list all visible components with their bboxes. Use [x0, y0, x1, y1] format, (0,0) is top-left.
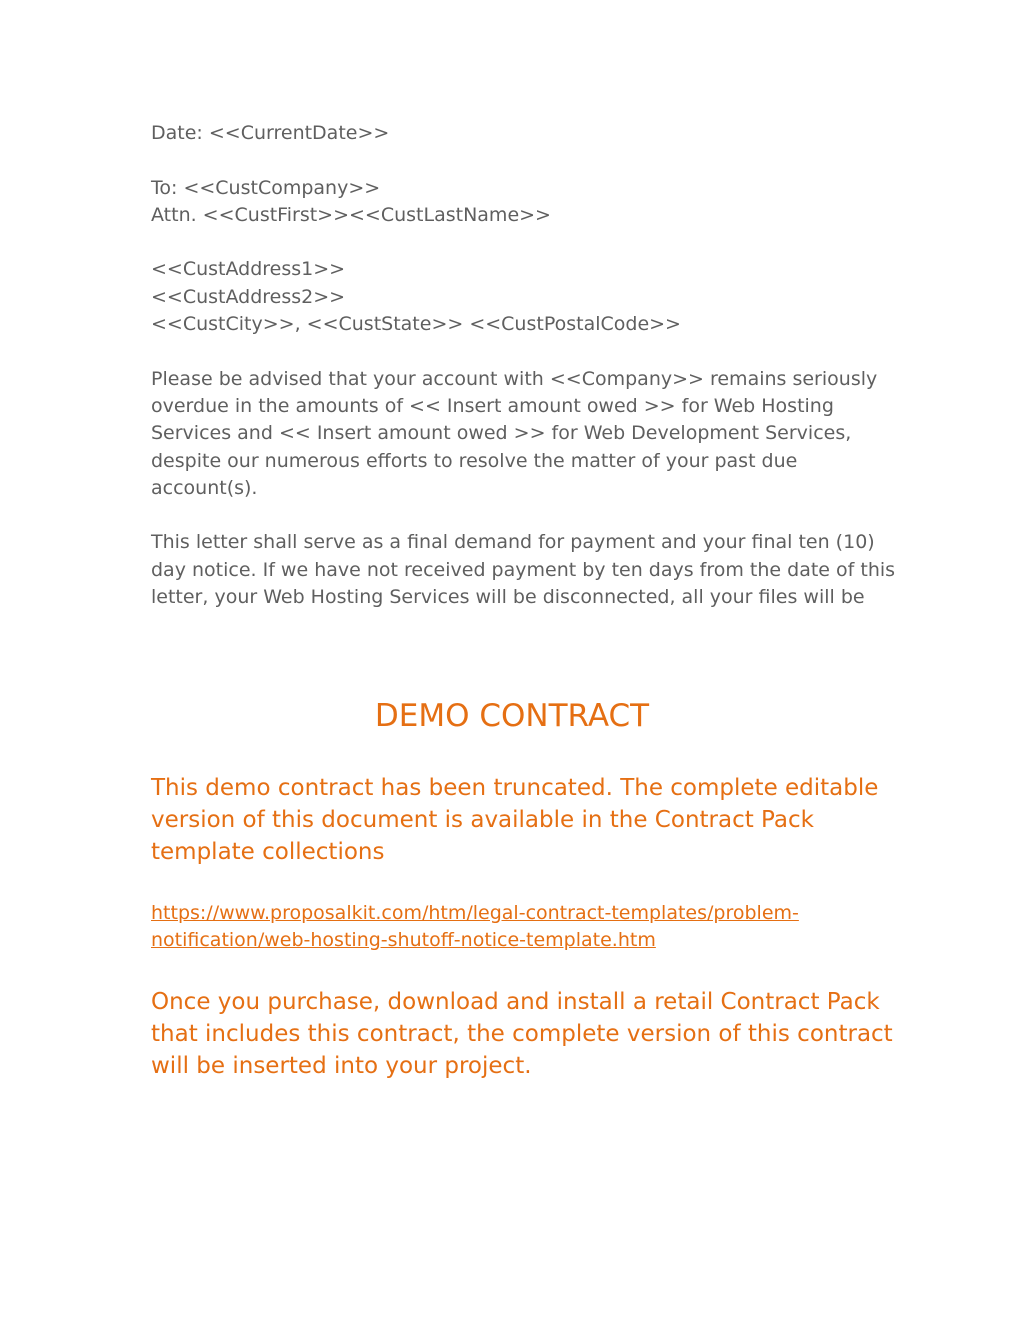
spacer: [151, 502, 881, 529]
notice-line: template collections: [151, 839, 385, 865]
paragraph-line: This letter shall serve as a final demand for payment and your final ten (10): [151, 531, 875, 554]
city-state-zip-line: <<CustCity>>, <<CustState>> <<CustPostalCode>>: [151, 313, 681, 336]
paragraph-line: Services and << Insert amount owed >> for Web Development Services,: [151, 422, 852, 445]
address-line-1: <<CustAddress1>>: [151, 258, 346, 281]
address-line-2: <<CustAddress2>>: [151, 285, 346, 308]
truncated-notice: [151, 772, 891, 868]
paragraph-line: Please be advised that your account with <<Company>> remains seriously: [151, 367, 878, 390]
demo-contract-title: DEMO CONTRACT: [374, 698, 650, 734]
purchase-notice: [151, 986, 891, 1082]
link-line[interactable]: notification/web-hosting-shutoff-notice-template.htm: [151, 929, 656, 952]
overdue-paragraph: [151, 366, 881, 502]
notice-line: will be inserted into your project.: [151, 1053, 532, 1079]
link-line[interactable]: https://www.proposalkit.com/htm/legal-contract-templates/problem-: [151, 902, 799, 924]
spacer: [151, 338, 881, 365]
notice-line: version of this document is available in the Contract Pack: [151, 807, 814, 833]
notice-line: This demo contract has been truncated. The complete editable: [151, 775, 879, 801]
attn-line: Attn. <<CustFirst>><<CustLastName>>: [151, 203, 551, 226]
notice-line: that includes this contract, the complete version of this contract: [151, 1021, 893, 1047]
paragraph-line: despite our numerous efforts to resolve the matter of your past due: [151, 449, 798, 472]
paragraph-line: day notice. If we have not received payment by ten days from the date of this: [151, 558, 896, 581]
contract-pack-link[interactable]: [151, 900, 891, 955]
spacer: [151, 229, 881, 256]
date-line: Date: <<CurrentDate>>: [151, 122, 390, 144]
paragraph-line: account(s).: [151, 476, 258, 499]
notice-line: Once you purchase, download and install a retail Contract Pack: [151, 989, 880, 1015]
letter-body: [151, 120, 896, 611]
spacer: [151, 147, 881, 174]
paragraph-line: letter, your Web Hosting Services will be disconnected, all your files will be: [151, 586, 865, 609]
paragraph-line: overdue in the amounts of << Insert amount owed >> for Web Hosting: [151, 394, 834, 417]
final-demand-paragraph: [151, 529, 896, 611]
to-line: To: <<CustCompany>>: [151, 176, 381, 199]
